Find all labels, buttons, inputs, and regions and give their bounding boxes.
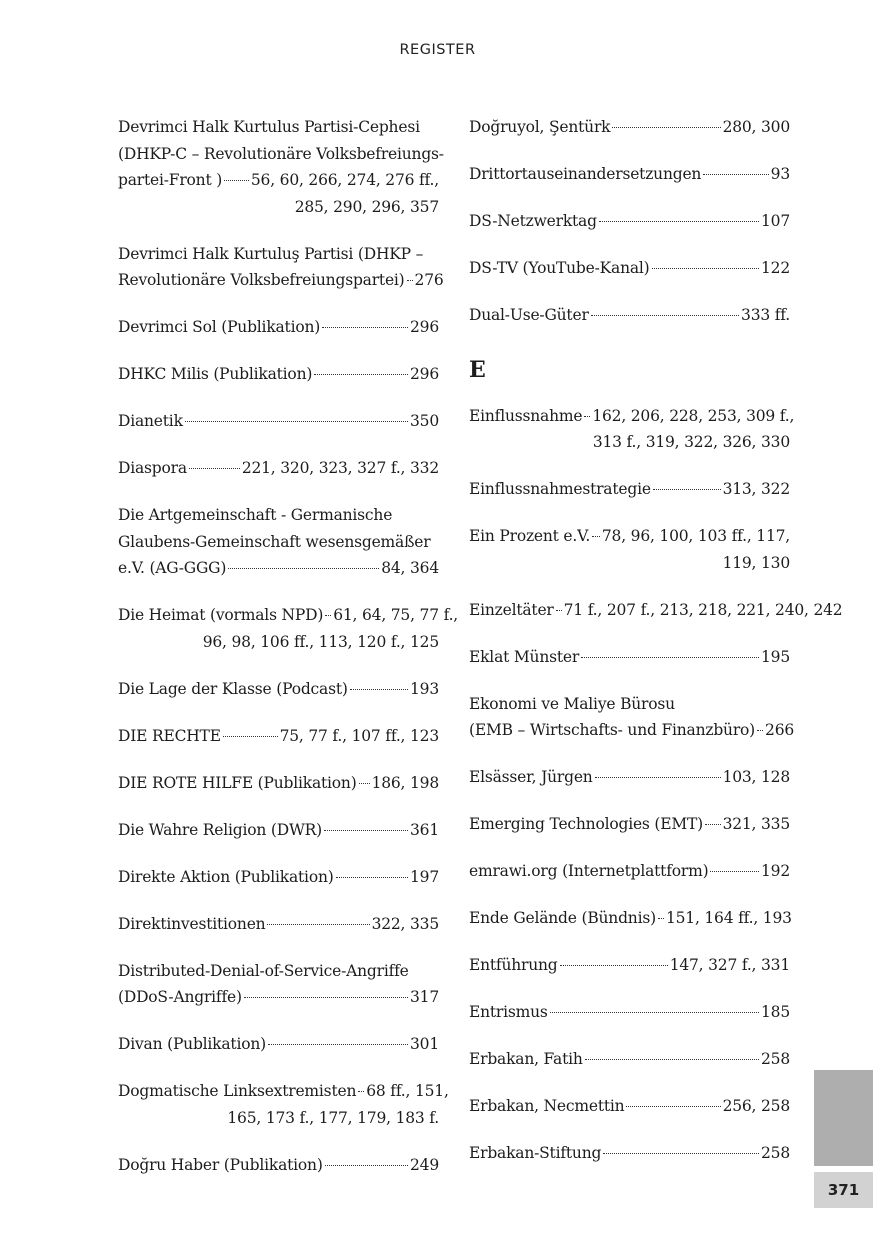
dot-leader xyxy=(268,1044,408,1045)
entry-main-line xyxy=(469,1093,790,1120)
entry-page-refs: 221, 320, 323, 327 f., 332 xyxy=(241,459,439,477)
entry-term: Drittortauseinandersetzungen xyxy=(469,165,702,183)
entry-term-line: Die Artgemeinschaft - Germanische xyxy=(118,506,393,524)
entry-term: Direkte Aktion (Publikation) xyxy=(118,867,334,886)
entry-page-refs: 276 xyxy=(414,271,444,289)
entry-term: Erbakan-Stiftung xyxy=(469,1144,602,1162)
dot-leader xyxy=(703,174,768,175)
entry-page-refs: 103, 128 xyxy=(722,768,790,786)
index-entry xyxy=(469,1046,790,1073)
entry-main-line xyxy=(118,455,439,482)
entry-term: Diaspora xyxy=(118,459,187,477)
dot-leader xyxy=(325,615,331,616)
index-entry xyxy=(469,403,795,456)
dot-leader xyxy=(322,327,408,328)
entry-page-refs: 317 xyxy=(410,988,439,1006)
entry-page-refs: 266 xyxy=(765,721,795,739)
page-number: 371 xyxy=(814,1172,873,1208)
entry-main-line xyxy=(118,1152,439,1179)
entry-term: Revolutionäre Volksbefreiungspartei) xyxy=(118,271,405,289)
dot-leader xyxy=(189,468,240,469)
entry-main-line xyxy=(118,602,459,629)
entry-term: Dianetik xyxy=(118,412,183,430)
entry-main-line xyxy=(118,984,439,1011)
index-entry xyxy=(118,455,439,482)
entry-term-line: Ekonomi ve Maliye Bürosu xyxy=(469,694,675,713)
dot-leader xyxy=(556,610,562,611)
dot-leader xyxy=(358,1091,364,1092)
entry-main-line xyxy=(118,1031,439,1058)
dot-leader xyxy=(653,489,721,490)
entry-page-refs: 313, 322 xyxy=(722,480,790,498)
entry-main-line xyxy=(118,167,439,194)
entry-term: Devrimci Sol (Publikation) xyxy=(118,318,321,336)
entry-term: (EMB – Wirtschafts- und Finanzbüro) xyxy=(469,721,756,739)
entry-term: Elsässer, Jürgen xyxy=(469,768,593,786)
index-entry xyxy=(469,1093,790,1120)
dot-leader xyxy=(267,924,369,925)
index-column-left xyxy=(118,114,459,1199)
entry-page-refs: 147, 327 f., 331 xyxy=(669,956,790,974)
dot-leader xyxy=(581,657,759,658)
entry-term: Eklat Münster xyxy=(469,647,580,666)
entry-term: DIE RECHTE xyxy=(118,726,221,745)
dot-leader xyxy=(244,997,408,998)
entry-term: Emerging Technologies (EMT) xyxy=(469,815,704,833)
entry-term: Doğru Haber (Publikation) xyxy=(118,1155,323,1174)
entry-main-line xyxy=(469,999,790,1026)
dot-leader xyxy=(336,877,408,878)
entry-term: emrawi.org (Internetplattform) xyxy=(469,862,709,880)
entry-term: Ein Prozent e.V. xyxy=(469,527,591,545)
entry-term-line: (DHKP-C – Revolutionäre Volksbefreiungs- xyxy=(118,144,444,163)
index-entry xyxy=(469,208,790,235)
entry-page-refs: 107 xyxy=(761,212,790,230)
index-entry xyxy=(469,476,790,503)
entry-main-line xyxy=(118,267,444,294)
entry-main-line xyxy=(118,817,439,844)
entry-main-line xyxy=(469,1140,790,1167)
entry-main-line xyxy=(118,911,439,938)
index-entry xyxy=(118,1078,449,1131)
dot-leader xyxy=(591,315,739,316)
entry-main-line xyxy=(469,717,795,744)
entry-page-refs: 61, 64, 75, 77 f., xyxy=(333,606,459,624)
entry-term: partei-Front ) xyxy=(118,171,223,189)
entry-term: Doğruyol, Şentürk xyxy=(469,118,611,136)
index-entry xyxy=(469,858,790,885)
entry-main-line xyxy=(118,770,439,797)
entry-page-refs: 162, 206, 228, 253, 309 f., xyxy=(592,406,795,425)
index-entry xyxy=(469,255,790,282)
index-entry xyxy=(118,502,439,582)
entry-term: Erbakan, Fatih xyxy=(469,1050,583,1068)
entry-term: Entführung xyxy=(469,956,558,974)
entry-main-line xyxy=(469,764,790,791)
entry-main-line xyxy=(469,161,790,188)
index-entry xyxy=(118,723,439,750)
index-entry xyxy=(469,905,790,932)
dot-leader xyxy=(592,536,600,537)
index-entry xyxy=(118,114,444,220)
entry-term: Die Wahre Religion (DWR) xyxy=(118,820,323,839)
entry-page-refs: 322, 335 xyxy=(371,914,439,933)
entry-term: DS-Netzwerktag xyxy=(469,212,597,230)
entry-term-line: Distributed-Denial-of-Service-Angriffe xyxy=(118,961,409,980)
entry-main-line xyxy=(469,597,843,624)
index-entry xyxy=(118,241,444,294)
entry-page-refs: 84, 364 xyxy=(381,559,439,577)
entry-page-refs: 258 xyxy=(761,1144,790,1162)
entry-term: Divan (Publikation) xyxy=(118,1035,266,1053)
entry-main-line xyxy=(118,1078,449,1105)
entry-main-line xyxy=(469,858,790,885)
dot-leader xyxy=(325,1165,408,1166)
entry-page-refs: 333 ff. xyxy=(741,306,790,324)
entry-term: Die Lage der Klasse (Podcast) xyxy=(118,679,348,698)
running-header: REGISTER xyxy=(399,42,476,58)
dot-leader xyxy=(652,268,759,269)
entry-page-refs: 192 xyxy=(761,862,790,880)
entry-page-refs: 361 xyxy=(410,820,439,839)
entry-page-refs: 186, 198 xyxy=(371,773,439,792)
entry-main-line xyxy=(118,723,439,750)
entry-page-refs: 122 xyxy=(761,259,790,277)
dot-leader xyxy=(612,127,720,128)
dot-leader xyxy=(314,374,408,375)
entry-page-refs: 93 xyxy=(770,165,790,183)
entry-term: Dual-Use-Güter xyxy=(469,306,589,324)
index-entry xyxy=(118,314,439,341)
entry-term: Ende Gelände (Bündnis) xyxy=(469,909,656,927)
entry-main-line xyxy=(469,952,790,979)
entry-main-line xyxy=(469,811,790,838)
entry-term: Einflussnahmestrategie xyxy=(469,480,651,498)
index-entry xyxy=(469,691,795,744)
dot-leader xyxy=(224,180,249,181)
entry-main-line xyxy=(118,555,439,582)
entry-main-line xyxy=(118,361,439,388)
entry-term: Dogmatische Linksextremisten xyxy=(118,1082,357,1100)
entry-page-refs: 71 f., 207 f., 213, 218, 221, 240, 242 xyxy=(563,600,843,619)
index-entry xyxy=(469,523,790,576)
index-entry xyxy=(118,911,439,938)
entry-main-line xyxy=(118,864,439,891)
dot-leader xyxy=(710,871,759,872)
index-entry xyxy=(118,1031,439,1058)
section-letter-heading: E xyxy=(469,356,486,383)
dot-leader xyxy=(359,783,370,784)
dot-leader xyxy=(603,1153,759,1154)
entry-page-refs-continued: 165, 173 f., 177, 179, 183 f. xyxy=(227,1108,439,1127)
dot-leader xyxy=(595,777,721,778)
entry-term-line: Glaubens-Gemeinschaft wesensgemäßer xyxy=(118,532,431,551)
dot-leader xyxy=(584,416,590,417)
index-entry xyxy=(118,602,459,655)
entry-term-line: Devrimci Halk Kurtuluş Partisi (DHKP – xyxy=(118,244,424,263)
dot-leader xyxy=(324,830,408,831)
entry-page-refs: 350 xyxy=(410,412,439,430)
entry-main-line xyxy=(118,314,439,341)
index-entry xyxy=(118,864,439,891)
entry-page-refs: 78, 96, 100, 103 ff., 117, xyxy=(601,527,790,545)
entry-main-line xyxy=(469,302,790,329)
entry-main-line xyxy=(469,905,790,932)
entry-page-refs: 296 xyxy=(410,365,439,383)
index-column-right xyxy=(469,114,843,1187)
entry-term-line: Devrimci Halk Kurtulus Partisi-Cephesi xyxy=(118,118,420,136)
dot-leader xyxy=(658,918,664,919)
entry-term: Erbakan, Necmettin xyxy=(469,1097,625,1115)
entry-term: e.V. (AG-GGG) xyxy=(118,559,227,577)
entry-page-refs: 256, 258 xyxy=(722,1097,790,1115)
dot-leader xyxy=(599,221,759,222)
index-entry xyxy=(469,644,790,671)
dot-leader xyxy=(560,965,668,966)
entry-page-refs: 195 xyxy=(761,647,790,666)
index-entry xyxy=(118,361,439,388)
entry-main-line xyxy=(469,1046,790,1073)
dot-leader xyxy=(585,1059,759,1060)
index-entry xyxy=(469,597,843,624)
entry-main-line xyxy=(469,208,790,235)
entry-main-line xyxy=(118,676,439,703)
entry-main-line xyxy=(469,403,795,430)
index-entry xyxy=(118,770,439,797)
entry-main-line xyxy=(469,476,790,503)
entry-page-refs-continued: 119, 130 xyxy=(722,553,790,572)
entry-main-line xyxy=(118,408,439,435)
dot-leader xyxy=(757,730,763,731)
entry-page-refs-continued: 96, 98, 106 ff., 113, 120 f., 125 xyxy=(202,632,439,651)
entry-term: DHKC Milis (Publikation) xyxy=(118,365,313,383)
entry-page-refs-continued: 313 f., 319, 322, 326, 330 xyxy=(592,433,790,451)
entry-term: Einzeltäter xyxy=(469,600,554,619)
index-group-d-continued xyxy=(469,114,790,329)
index-group-e xyxy=(469,403,843,1167)
index-entry xyxy=(118,1152,439,1179)
entry-page-refs: 197 xyxy=(410,867,439,886)
dot-leader xyxy=(350,689,408,690)
index-entry xyxy=(469,1140,790,1167)
entry-term: Einflussnahme xyxy=(469,406,583,425)
entry-page-refs: 321, 335 xyxy=(722,815,790,833)
entry-page-refs: 68 ff., 151, xyxy=(366,1082,449,1100)
entry-page-refs: 258 xyxy=(761,1050,790,1068)
entry-term: Die Heimat (vormals NPD) xyxy=(118,606,324,624)
entry-term: (DDoS-Angriffe) xyxy=(118,988,242,1006)
index-entry xyxy=(469,764,790,791)
entry-main-line xyxy=(469,255,790,282)
entry-page-refs: 75, 77 f., 107 ff., 123 xyxy=(279,726,439,745)
entry-term: Direktinvestitionen xyxy=(118,914,266,933)
index-entry xyxy=(469,302,790,329)
index-entry xyxy=(118,676,439,703)
index-entry xyxy=(118,817,439,844)
entry-page-refs-continued: 285, 290, 296, 357 xyxy=(294,197,439,216)
entry-page-refs: 301 xyxy=(410,1035,439,1053)
entry-term: DIE ROTE HILFE (Publikation) xyxy=(118,773,357,792)
index-entry xyxy=(469,161,790,188)
thumb-index-tab xyxy=(814,1070,873,1166)
dot-leader xyxy=(407,280,413,281)
index-entry xyxy=(118,408,439,435)
index-entry xyxy=(469,811,790,838)
entry-page-refs: 249 xyxy=(410,1155,439,1174)
index-entry xyxy=(469,999,790,1026)
entry-page-refs: 193 xyxy=(410,679,439,698)
dot-leader xyxy=(626,1106,720,1107)
entry-term: Entrismus xyxy=(469,1003,548,1021)
entry-page-refs: 56, 60, 266, 274, 276 ff., xyxy=(250,171,439,189)
dot-leader xyxy=(228,568,379,569)
entry-main-line xyxy=(469,114,790,141)
entry-page-refs: 185 xyxy=(761,1003,790,1021)
entry-main-line xyxy=(469,644,790,671)
dot-leader xyxy=(705,824,721,825)
entry-term: DS-TV (YouTube-Kanal) xyxy=(469,259,650,277)
dot-leader xyxy=(550,1012,759,1013)
entry-page-refs: 280, 300 xyxy=(722,118,790,136)
entry-page-refs: 151, 164 ff., 193 xyxy=(665,909,792,927)
entry-page-refs: 296 xyxy=(410,318,439,336)
index-entry xyxy=(469,114,790,141)
index-entry xyxy=(118,958,439,1011)
entry-main-line xyxy=(469,523,790,550)
index-entry xyxy=(469,952,790,979)
dot-leader xyxy=(223,736,278,737)
dot-leader xyxy=(185,421,408,422)
